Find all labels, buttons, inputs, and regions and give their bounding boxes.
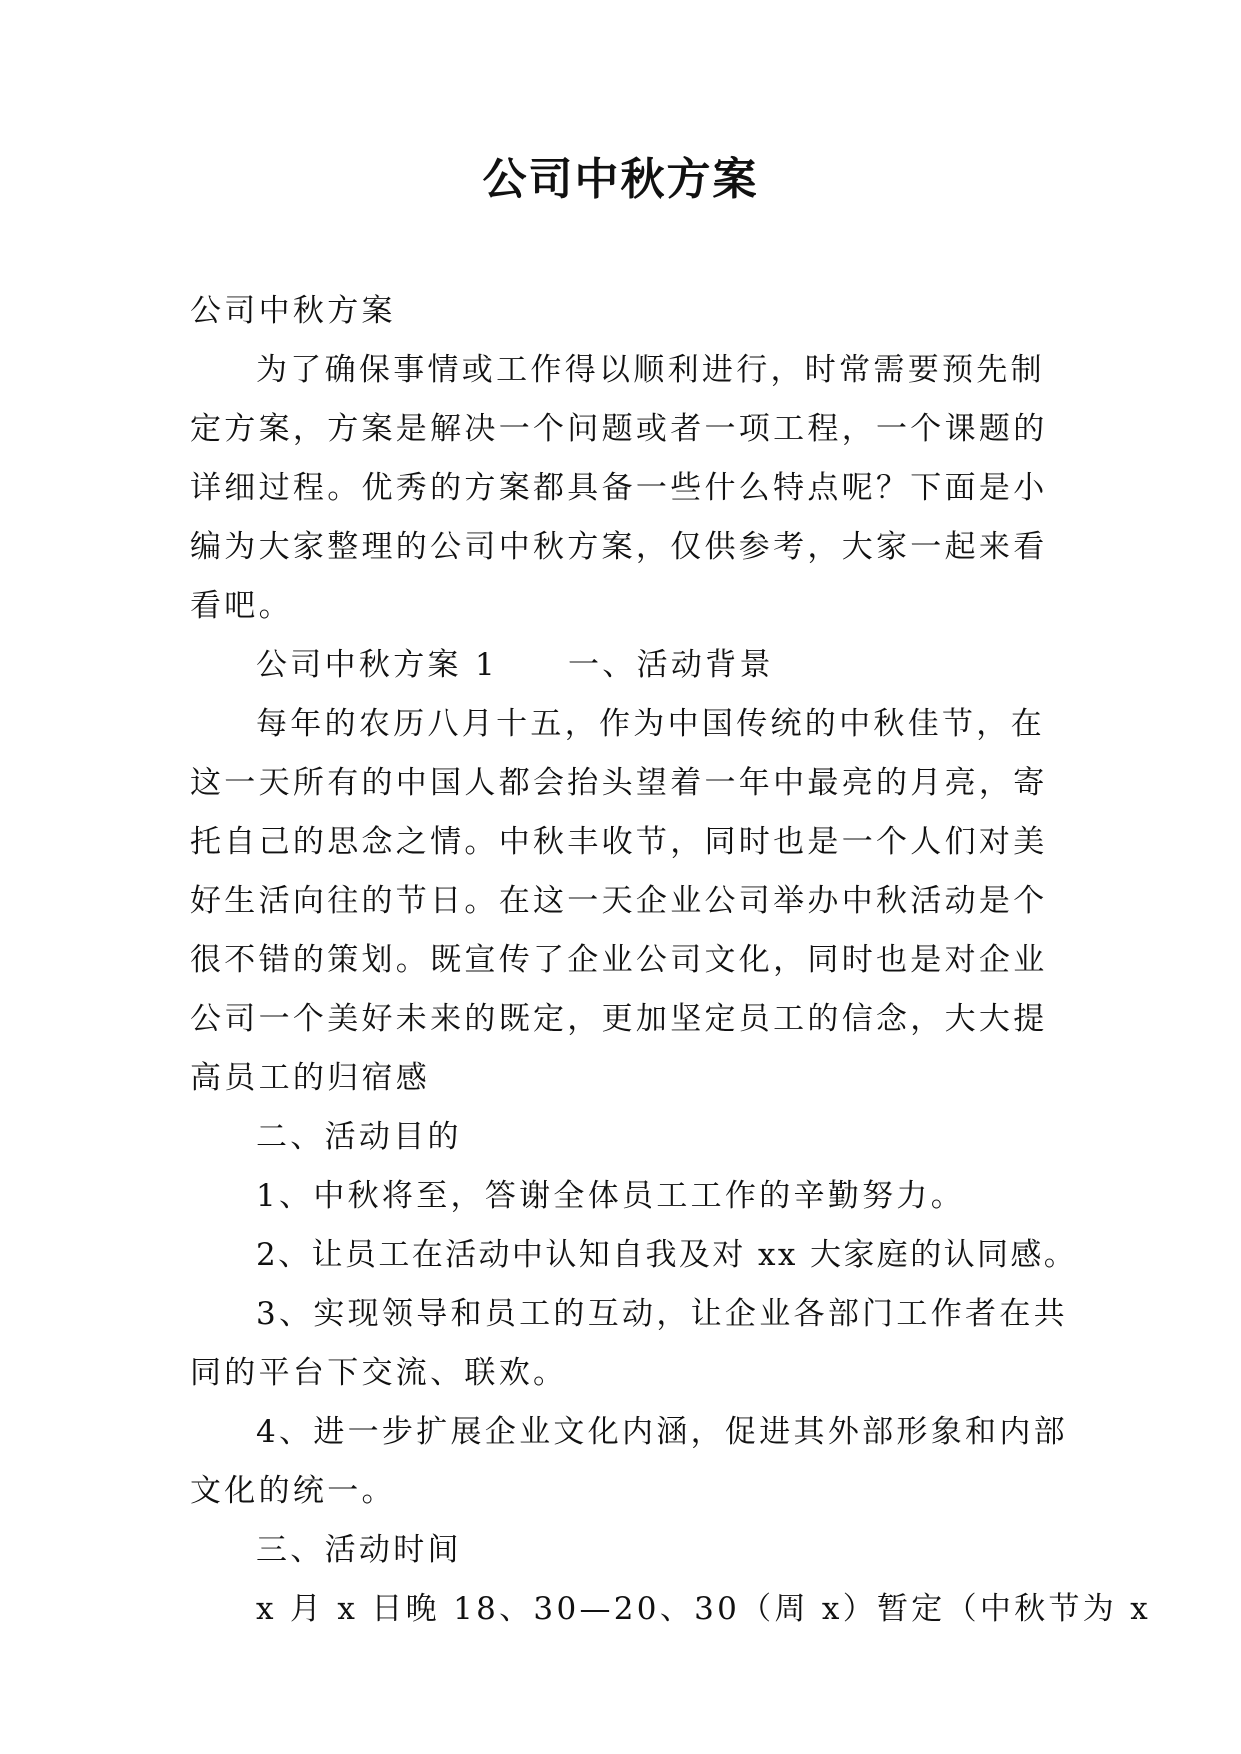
- plan-label: 公司中秋方案 1: [256, 647, 498, 683]
- paragraph-doc-name: 公司中秋方案: [190, 293, 396, 329]
- document-body: [190, 282, 1152, 1639]
- purpose-item-1: 1、中秋将至，答谢全体员工工作的辛勤努力。: [256, 1178, 966, 1214]
- purpose-item-2: 2、让员工在活动中认知自我及对 xx 大家庭的认同感。: [256, 1237, 1078, 1273]
- section-heading-background: 一、活动背景: [567, 647, 774, 683]
- paragraph-time: x 月 x 日晚 18、30—20、30（周 x）暂定（中秋节为 x: [256, 1591, 1152, 1627]
- paragraph-background: 每年的农历八月十五，作为中国传统的中秋佳节，在这一天所有的中国人都会抬头望着一年中最亮的月亮，寄托自己的思念之情。中秋丰收节，同时也是一个人们对美好生活向往的节日。在这一天企业公司举办中秋活动是个很不错的策划。既宣传了企业公司文化，同时也是对企业公司一个美好未来的既定，更加坚定员工的信念，大大提高员工的归宿感: [190, 706, 1048, 1096]
- section-heading-line: [190, 636, 1070, 695]
- section-heading-time: 三、活动时间: [256, 1532, 462, 1568]
- paragraph-intro: 为了确保事情或工作得以顺利进行，时常需要预先制定方案，方案是解决一个问题或者一项工程，一个课题的详细过程。优秀的方案都具备一些什么特点呢？下面是小编为大家整理的公司中秋方案，仅供参考，大家一起来看看吧。: [190, 352, 1048, 624]
- purpose-item-4: 4、进一步扩展企业文化内涵，促进其外部形象和内部文化的统一。: [190, 1414, 1068, 1509]
- purpose-item-3: 3、实现领导和员工的互动，让企业各部门工作者在共同的平台下交流、联欢。: [190, 1296, 1068, 1391]
- section-heading-purpose: 二、活动目的: [256, 1119, 462, 1155]
- document-title: 公司中秋方案: [482, 154, 759, 205]
